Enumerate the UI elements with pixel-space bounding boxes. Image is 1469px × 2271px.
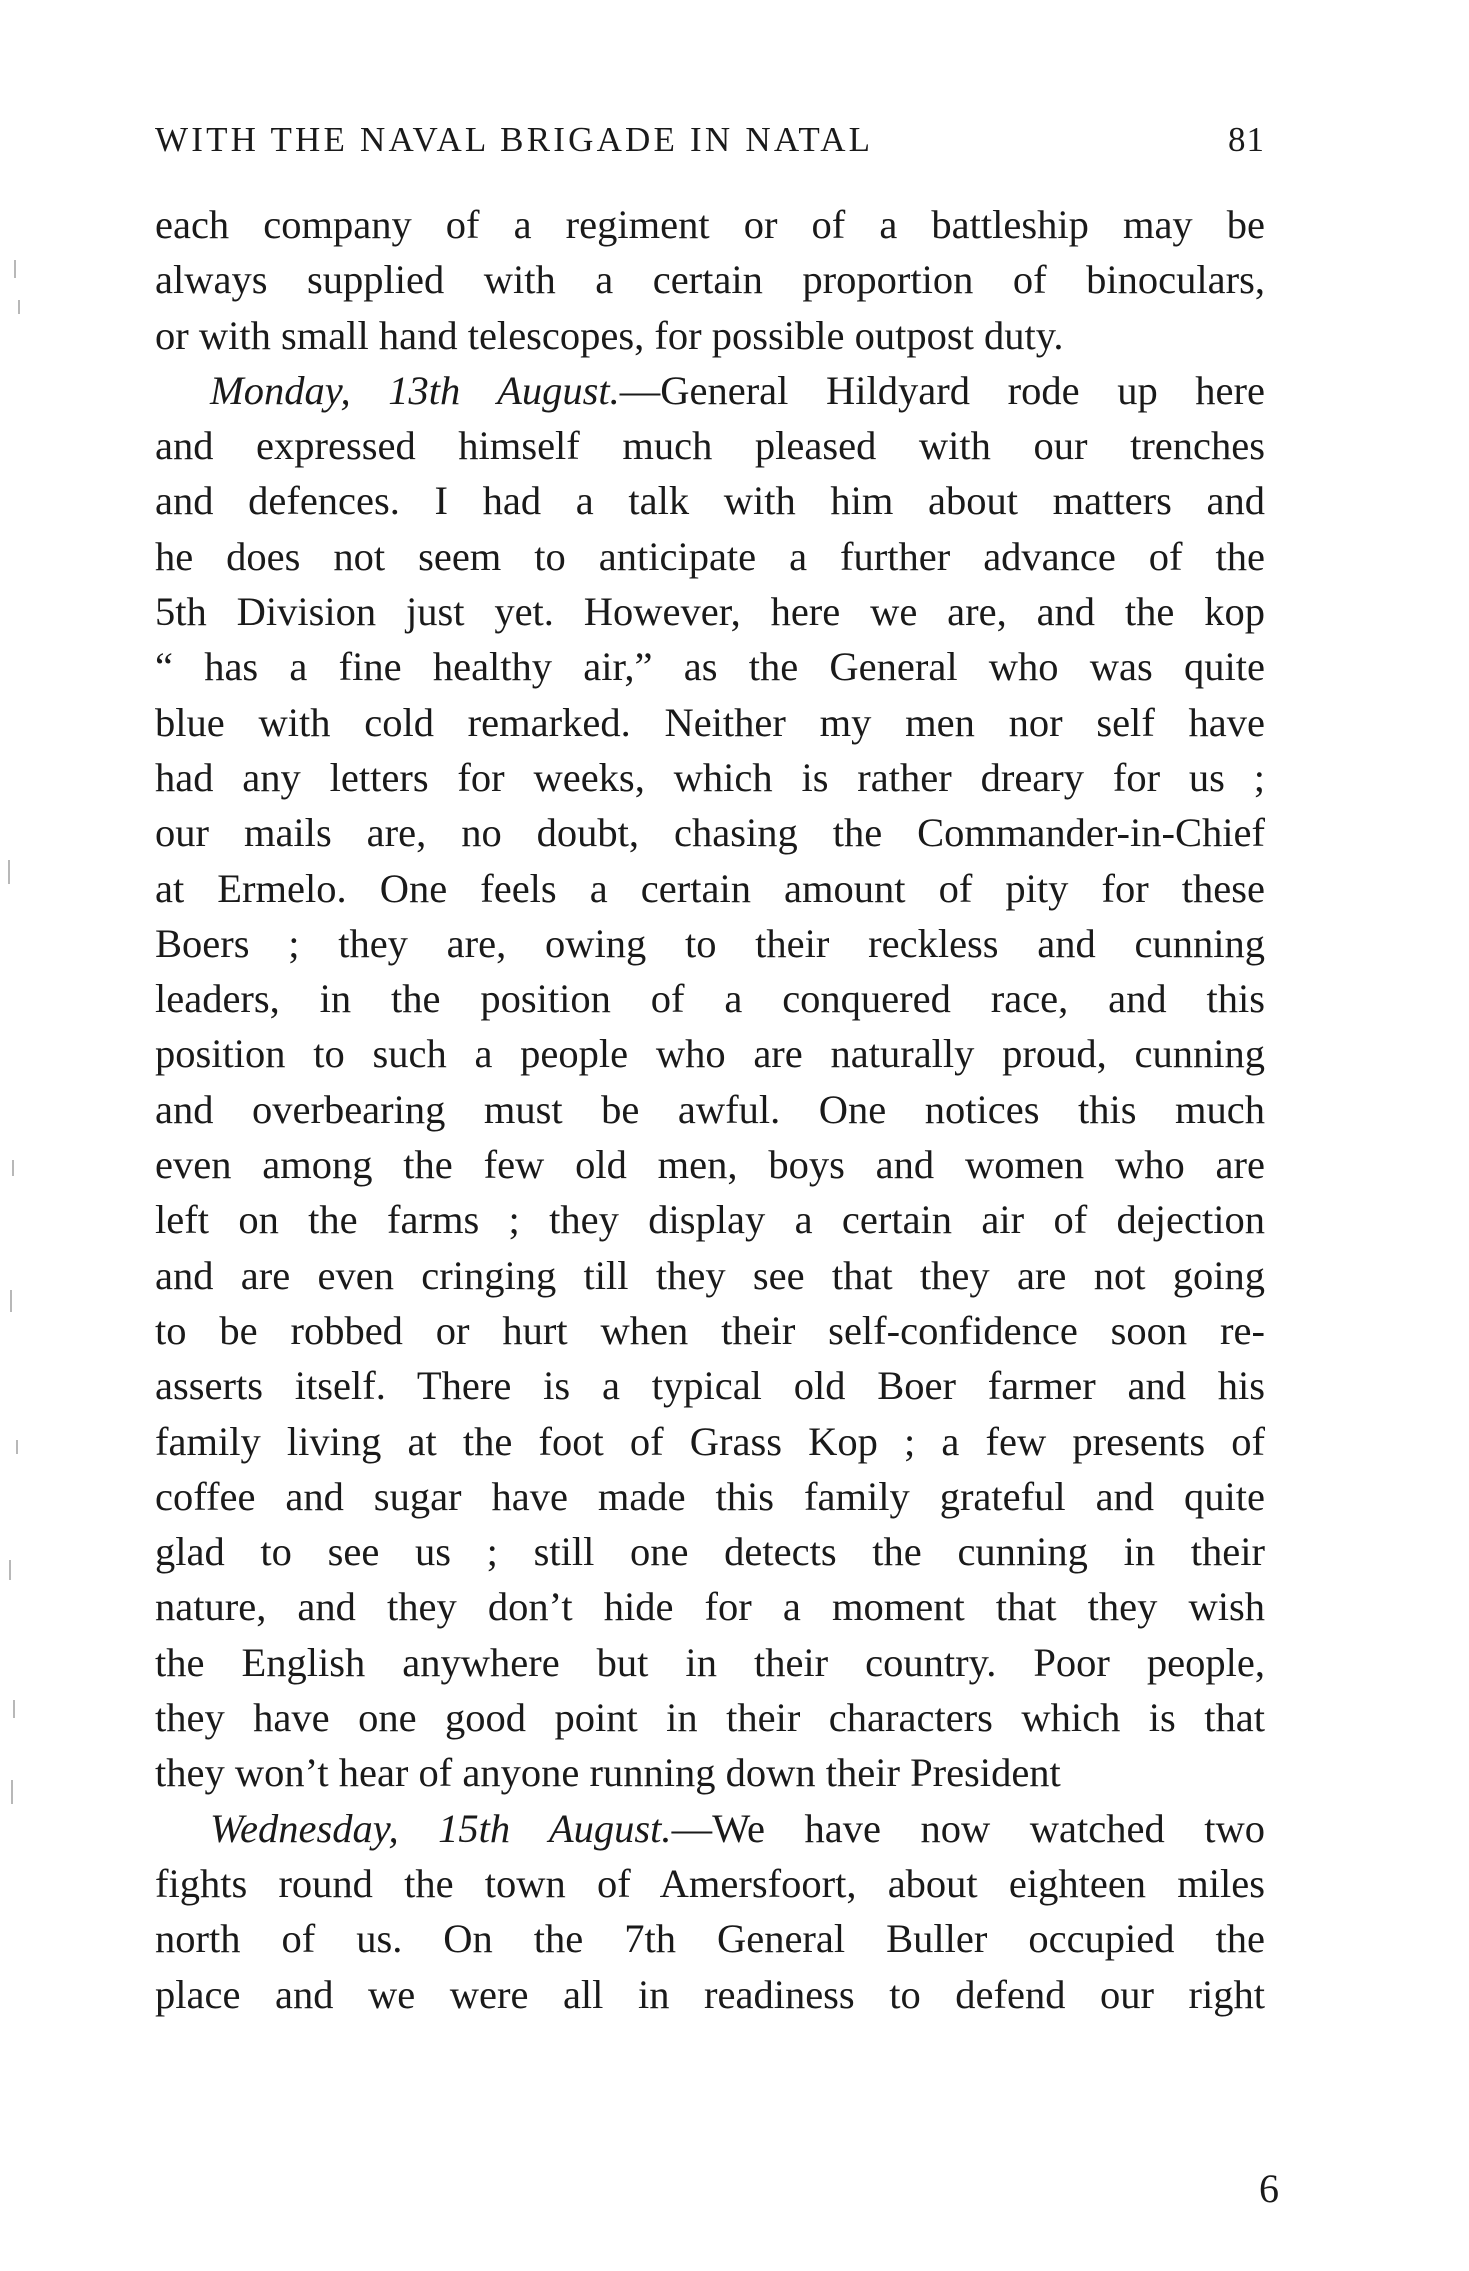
body-text [155, 197, 1265, 2022]
dateline-line [155, 1801, 1265, 1856]
text-line: place and we were all in readiness to defend our right [155, 1971, 1265, 2017]
text-line: the English anywhere but in their country. Poor people, [155, 1639, 1265, 1685]
text-line: family living at the foot of Grass Kop ; a few presents of [155, 1418, 1265, 1464]
text-line: always supplied with a certain proportion of binoculars, [155, 257, 1265, 303]
text-line: at Ermelo. One feels a certain amount of pity for these [155, 865, 1265, 911]
dateline-rest: —We have now watched two [671, 1805, 1266, 1851]
signature-mark: 6 [1259, 2166, 1279, 2211]
text-line: and defences. I had a talk with him about matters and [155, 478, 1265, 524]
text-line: fights round the town of Amersfoort, about eighteen miles [155, 1860, 1265, 1906]
text-line: coffee and sugar have made this family grateful and quite [155, 1473, 1265, 1519]
text-line: they won’t hear of anyone running down their President [155, 1750, 1061, 1796]
text-line: and expressed himself much pleased with our trenches [155, 423, 1265, 469]
text-line: our mails are, no doubt, chasing the Commander-in-Chief [155, 810, 1265, 856]
text-line: position to such a people who are naturally proud, cunning [155, 1031, 1265, 1077]
running-title: WITH THE NAVAL BRIGADE IN NATAL [155, 120, 874, 159]
text-line: left on the farms ; they display a certain air of dejection [155, 1197, 1265, 1243]
dateline: Monday, 13th August. [210, 367, 620, 413]
page-header [0, 120, 1265, 170]
text-line: 5th Division just yet. However, here we are, and the kop [155, 589, 1265, 635]
text-line: blue with cold remarked. Neither my men nor self have [155, 699, 1265, 745]
text-line: he does not seem to anticipate a further advance of the [155, 533, 1265, 579]
text-line: each company of a regiment or of a battleship may be [155, 202, 1265, 247]
dateline: Wednesday, 15th August. [210, 1805, 672, 1851]
text-line: and overbearing must be awful. One notices this much [155, 1086, 1265, 1132]
text-line: and are even cringing till they see that they are not going [155, 1252, 1265, 1298]
text-line: had any letters for weeks, which is rather dreary for us ; [155, 754, 1265, 800]
page-number: 81 [1228, 120, 1265, 159]
text-line: Boers ; they are, owing to their reckless and cunning [155, 920, 1265, 966]
text-line: even among the few old men, boys and women who are [155, 1142, 1265, 1188]
text-line: nature, and they don’t hide for a moment that they wish [155, 1584, 1265, 1630]
text-line: “ has a fine healthy air,” as the General who was quite [155, 644, 1265, 690]
text-line: or with small hand telescopes, for possible outpost duty. [155, 312, 1064, 358]
text-line: north of us. On the 7th General Buller occupied the [155, 1916, 1265, 1962]
text-line: to be robbed or hurt when their self-confidence soon re- [155, 1307, 1265, 1353]
dateline-rest: —General Hildyard rode up here [619, 367, 1265, 413]
text-line: glad to see us ; still one detects the cunning in their [155, 1529, 1265, 1575]
text-line: they have one good point in their characters which is that [155, 1695, 1265, 1741]
dateline-line [155, 363, 1265, 418]
margin-specks [0, 0, 80, 2271]
text-line: asserts itself. There is a typical old Boer farmer and his [155, 1363, 1265, 1409]
text-line: leaders, in the position of a conquered race, and this [155, 976, 1265, 1022]
